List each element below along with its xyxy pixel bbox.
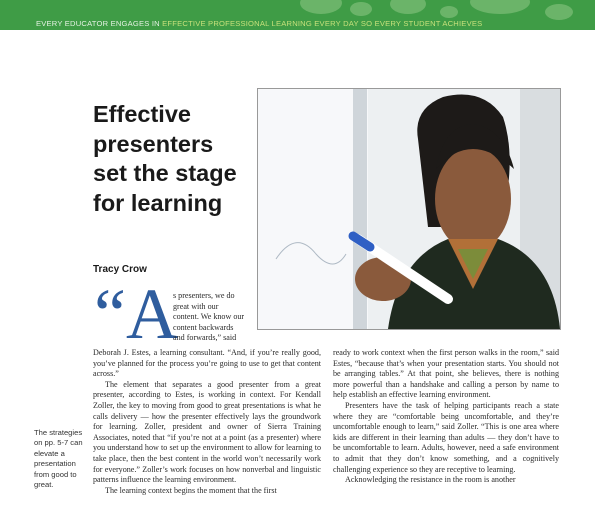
- column1-paragraph: The learning context begins the moment that the first: [105, 485, 277, 495]
- column1-paragraph: Deborah J. Estes, a learning consultant. “And, if you’re really good, you’ve planned for the process you’re going to use to get that content across.”: [93, 348, 321, 379]
- quote-mark: “: [94, 274, 126, 354]
- presenter-photo: [257, 88, 561, 330]
- decorative-blob: [440, 6, 458, 18]
- tagline-part2: EFFECTIVE PROFESSIONAL LEARNING EVERY DAY SO EVERY STUDENT ACHIEVES: [162, 19, 483, 28]
- drop-cap: [94, 274, 178, 354]
- column2-paragraph: ready to work context when the first person walks in the room,” said Estes, “because that’s when your presentation starts. You should not be arranging tables.” At that point, she believes, there is nothing more powerful than a handshake and calling a person by name to help establish an effective learning environment.: [333, 348, 559, 400]
- column2-paragraph: Presenters have the task of helping participants reach a state where they are “comfortable being uncomfortable, and they’re uncomfortable enough to learn,” said Zoller. “This is one area where kids are different in their learning than adults — they don’t have to be uncomfortable to learn. Adults, however, need a safe environment to admit that they don’t know something, and a cognitively challenging experience so they are receptive to learning.: [333, 400, 559, 474]
- tagline-part1: EVERY EDUCATOR ENGAGES IN: [36, 19, 163, 28]
- lead-paragraph: [173, 291, 246, 344]
- column2-paragraph: Acknowledging the resistance in the room is another: [345, 475, 516, 485]
- decorative-blob: [545, 4, 573, 20]
- decorative-blob: [350, 2, 372, 16]
- header-tagline: [36, 19, 482, 28]
- presenter-illustration: [258, 89, 560, 329]
- decorative-blob: [390, 0, 426, 14]
- column1-paragraph: The element that separates a good presenter from a great presenter, according to Estes, is working in context. For Kendall Zoller, the key to moving from good to great presentations is what he calls delivery — how the presenter effectively lays the groundwork for learning. Zoller, president and owner of Sierra Training Associates, noted that “if you’re not at a point (as a presenter) where you understand how to set up the environment to allow for learning to take place, then the best content in the world won’t necessarily work for everyone.” Zoller’s work focuses on how nonverbal and linguistic patterns influence the learning environment.: [93, 379, 321, 485]
- header-banner: [0, 0, 595, 30]
- article-title: Effective presenters set the stage for learning: [93, 101, 237, 216]
- author-byline: Tracy Crow: [93, 264, 147, 275]
- article-column-1: [93, 348, 321, 496]
- decorative-blob: [300, 0, 342, 14]
- decorative-blob: [470, 0, 530, 14]
- article-column-2: [333, 348, 559, 486]
- drop-cap-letter: A: [125, 274, 178, 354]
- lead-text: s presenters, we do great with our content. We know our content backwards and forwards,” said: [173, 291, 245, 343]
- sidebar-note: The strategies on pp. 5-7 can elevate a presentation from good to great.: [34, 428, 83, 490]
